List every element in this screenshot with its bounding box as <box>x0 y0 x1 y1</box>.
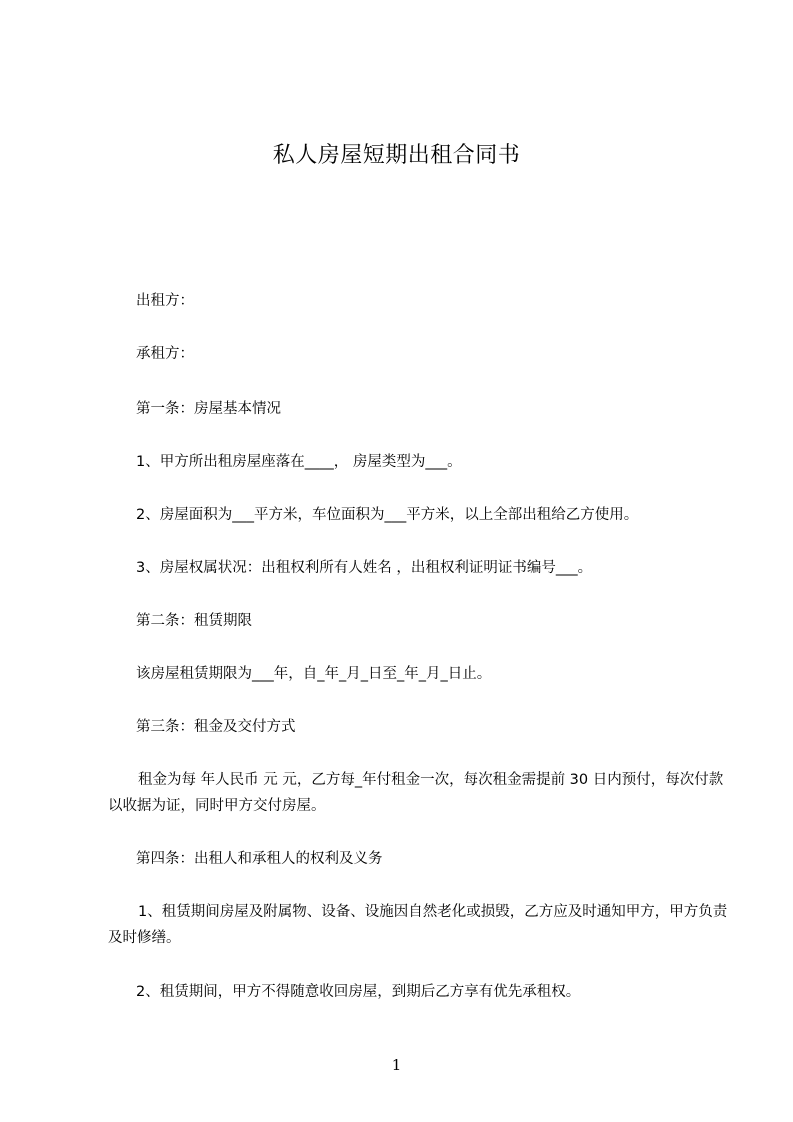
article-3-text: 租金为每 年人民币 元 元，乙方每_年付租金一次，每次租金需提前 30 日内预付，每次付款以收据为证，同时甲方交付房屋。 <box>108 772 724 814</box>
page-number: 1 <box>391 1056 402 1074</box>
article-3-heading: 第三条：租金及交付方式 <box>136 719 296 735</box>
lessor-label: 出租方： <box>136 293 194 309</box>
article-1-heading: 第一条：房屋基本情况 <box>136 401 281 417</box>
page-title: 私人房屋短期出租合同书 <box>272 143 521 168</box>
lessee-label: 承租方： <box>136 346 194 362</box>
article-4-item-2: 2、租赁期间，甲方不得随意收回房屋，到期后乙方享有优先承租权。 <box>136 984 581 1000</box>
article-1-item-1: 1、甲方所出租房屋座落在____， 房屋类型为___。 <box>136 454 462 470</box>
article-2-text: 该房屋租赁期限为___年，自_年_月_日至_年_月_日止。 <box>136 666 492 682</box>
article-1-item-2: 2、房屋面积为___平方米，车位面积为___平方米，以上全部出租给乙方使用。 <box>136 507 639 523</box>
article-4-heading: 第四条：出租人和承租人的权利及义务 <box>136 851 383 867</box>
article-1-item-3: 3、房屋权属状况：出租权利所有人姓名 ，出租权利证明证书编号___。 <box>136 560 593 576</box>
article-4-item-1: 1、租赁期间房屋及附属物、设备、设施因自然老化或损毁，乙方应及时通知甲方，甲方负责及时修缮。 <box>108 904 728 946</box>
article-2-heading: 第二条：租赁期限 <box>136 613 252 629</box>
